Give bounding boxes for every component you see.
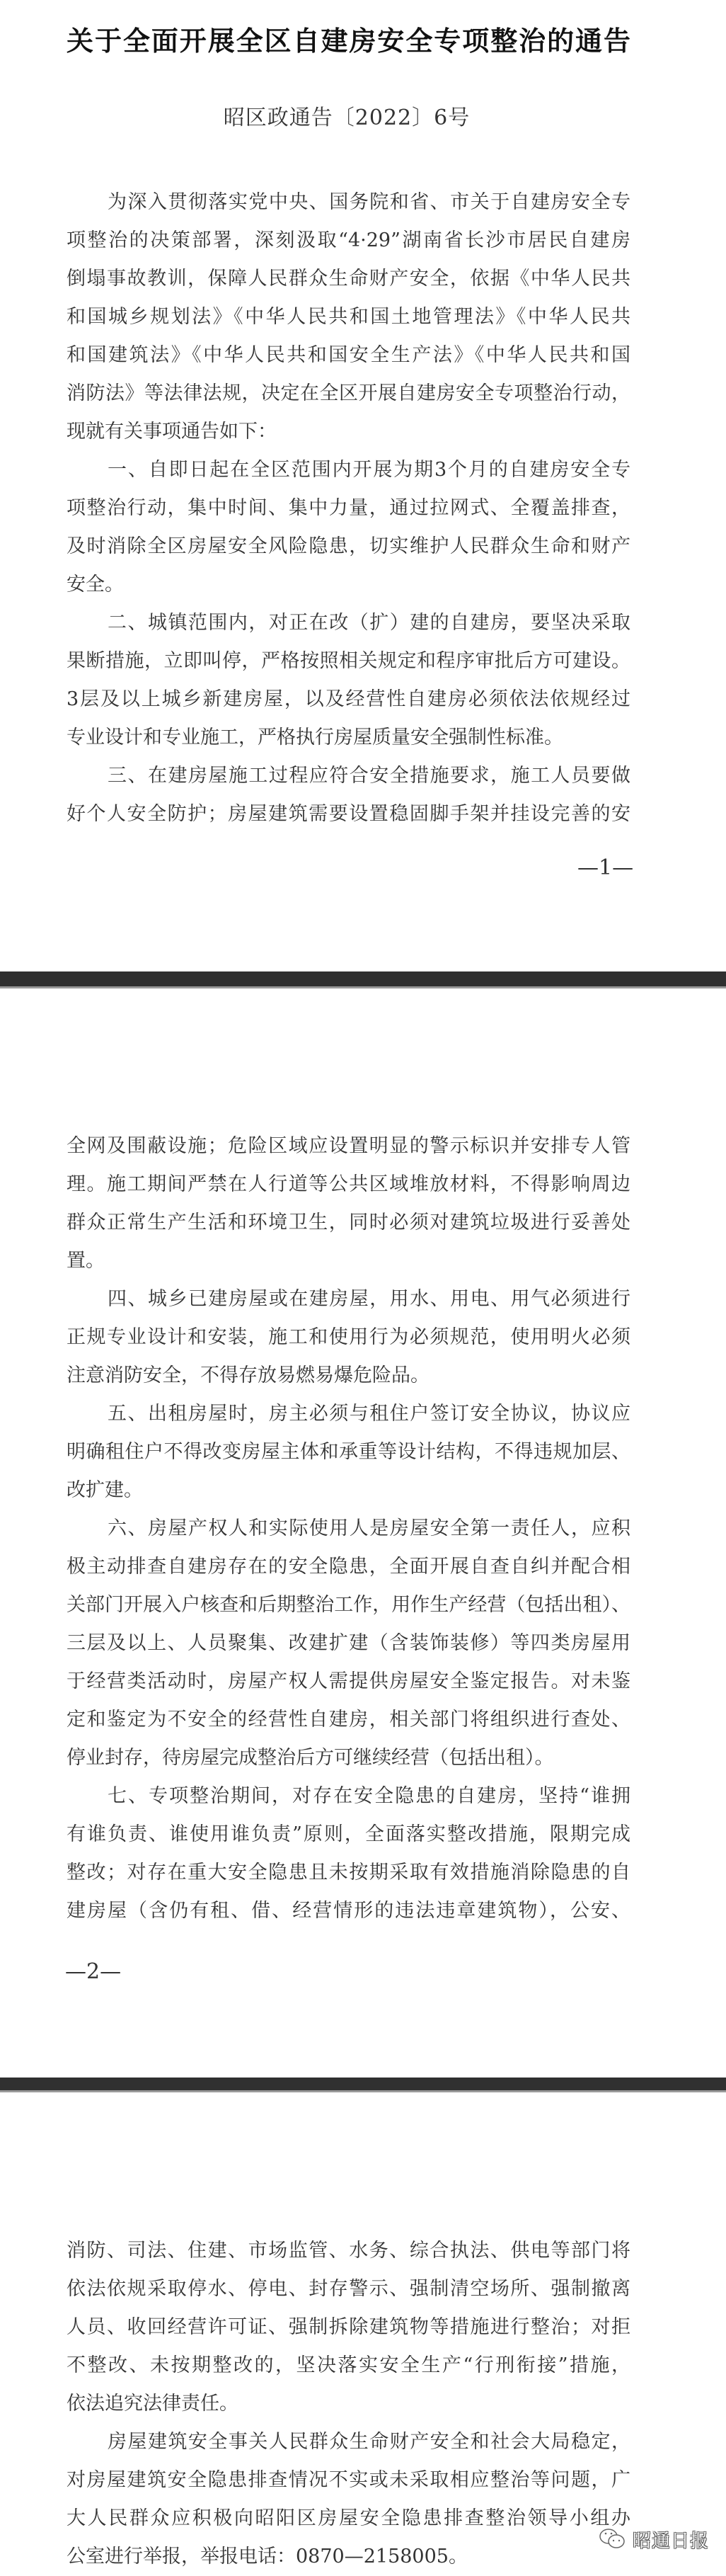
text-line: 房屋建筑安全事关人民群众生命财产安全和社会大局稳定， <box>108 2431 630 2453</box>
page-number-2: —2— <box>65 1959 122 1984</box>
text-line: 倒塌事故教训，保障人民群众生命财产安全，依据《中华人民共 <box>67 268 630 290</box>
text-line: 安全。 <box>67 574 124 595</box>
text-line: 三层及以上、人员聚集、改建扩建（含装饰装修）等四类房屋用 <box>67 1632 630 1654</box>
page-divider <box>0 2078 726 2092</box>
text-line: 3层及以上城乡新建房屋，以及经营性自建房必须依法依规经过 <box>67 688 630 710</box>
text-line: 人员、收回经营许可证、强制拆除建筑物等措施进行整治；对拒 <box>67 2316 630 2338</box>
text-line: 消防、司法、住建、市场监管、水务、综合执法、供电等部门将 <box>67 2240 630 2262</box>
text-line: 五、出租房屋时，房主必须与租住户签订安全协议，协议应 <box>108 1403 630 1425</box>
text-line: 项整治行动，集中时间、集中力量，通过拉网式、全覆盖排查， <box>67 497 630 519</box>
text-line: 项整治的决策部署，深刻汲取“4·29”湖南省长沙市居民自建房 <box>67 229 630 251</box>
document-number: 昭区政通告〔2022〕6号 <box>223 106 471 130</box>
text-line: 和国建筑法》《中华人民共和国安全生产法》《中华人民共和国 <box>67 344 630 366</box>
text-line: 依法追究法律责任。 <box>67 2393 238 2415</box>
text-line: 定和鉴定为不安全的经营性自建房，相关部门将组织进行查处、 <box>67 1709 630 1731</box>
text-line: 公室进行举报，举报电话：0870—2158005。 <box>67 2546 468 2568</box>
text-line: 对房屋建筑安全隐患排查情况不实或未采取相应整治等问题，广 <box>67 2469 630 2491</box>
text-line: 现就有关事项通告如下： <box>67 421 277 443</box>
text-line: 和国城乡规划法》《中华人民共和国土地管理法》《中华人民共 <box>67 306 630 328</box>
text-line: 理。施工期间严禁在人行道等公共区域堆放材料，不得影响周边 <box>67 1173 630 1195</box>
watermark-text: 昭通日报 <box>633 2530 710 2552</box>
text-line: 大人民群众应积极向昭阳区房屋安全隐患排查整治领导小组办 <box>67 2507 630 2529</box>
text-line: 整改；对存在重大安全隐患且未按期采取有效措施消除隐患的自 <box>67 1862 630 1883</box>
text-line: 六、房屋产权人和实际使用人是房屋安全第一责任人，应积 <box>108 1517 630 1539</box>
text-line: 二、城镇范围内，对正在改（扩）建的自建房，要坚决采取 <box>108 612 630 634</box>
text-line: 置。 <box>67 1250 105 1272</box>
page-divider <box>0 971 726 988</box>
text-line: 有谁负责、谁使用谁负责”原则，全面落实整改措施，限期完成 <box>67 1823 630 1845</box>
text-line: 七、专项整治期间，对存在安全隐患的自建房，坚持“谁拥 <box>108 1785 630 1807</box>
text-line: 不整改、未按期整改的，坚决落实安全生产“行刑衔接”措施， <box>67 2354 630 2376</box>
text-line: 为深入贯彻落实党中央、国务院和省、市关于自建房安全专 <box>108 191 630 213</box>
text-line: 三、在建房屋施工过程应符合安全措施要求，施工人员要做 <box>108 765 630 787</box>
text-line: 果断措施，立即叫停，严格按照相关规定和程序审批后方可建设。 <box>67 650 630 672</box>
page-number-1: —1— <box>577 855 634 880</box>
text-line: 极主动排查自建房存在的安全隐患，全面开展自查自纠并配合相 <box>67 1556 630 1578</box>
text-line: 关部门开展入户核查和后期整治工作，用作生产经营（包括出租）、 <box>67 1594 630 1616</box>
text-line: 正规专业设计和安装，施工和使用行为必须规范，使用明火必须 <box>67 1326 630 1348</box>
watermark <box>599 2526 709 2552</box>
text-line: 四、城乡已建房屋或在建房屋，用水、用电、用气必须进行 <box>108 1288 630 1310</box>
text-line: 建房屋（含仍有租、借、经营情形的违法违章建筑物），公安、 <box>67 1900 630 1922</box>
text-line: 改扩建。 <box>67 1479 143 1501</box>
text-line: 停业封存，待房屋完成整治后方可继续经营（包括出租）。 <box>67 1747 554 1769</box>
text-line: 专业设计和专业施工，严格执行房屋质量安全强制性标准。 <box>67 726 563 748</box>
text-line: 明确租住户不得改变房屋主体和承重等设计结构，不得违规加层、 <box>67 1441 630 1463</box>
text-line: 消防法》等法律法规，决定在全区开展自建房安全专项整治行动， <box>67 382 630 404</box>
text-line: 依法依规采取停水、停电、封存警示、强制清空场所、强制撤离 <box>67 2278 630 2300</box>
text-line: 于经营类活动时，房屋产权人需提供房屋安全鉴定报告。对未鉴 <box>67 1670 630 1692</box>
text-line: 一、自即日起在全区范围内开展为期3个月的自建房安全专 <box>108 459 630 481</box>
text-line: 全网及围蔽设施；危险区域应设置明显的警示标识并安排专人管 <box>67 1135 630 1157</box>
notice-title: 关于全面开展全区自建房安全专项整治的通告 <box>67 25 630 57</box>
wechat-icon <box>599 2528 627 2551</box>
text-line: 及时消除全区房屋安全风险隐患，切实维护人民群众生命和财产 <box>67 535 630 557</box>
text-line: 注意消防安全，不得存放易燃易爆危险品。 <box>67 1364 430 1386</box>
text-line: 群众正常生产生活和环境卫生，同时必须对建筑垃圾进行妥善处 <box>67 1212 630 1233</box>
text-line: 好个人安全防护；房屋建筑需要设置稳固脚手架并挂设完善的安 <box>67 803 630 825</box>
